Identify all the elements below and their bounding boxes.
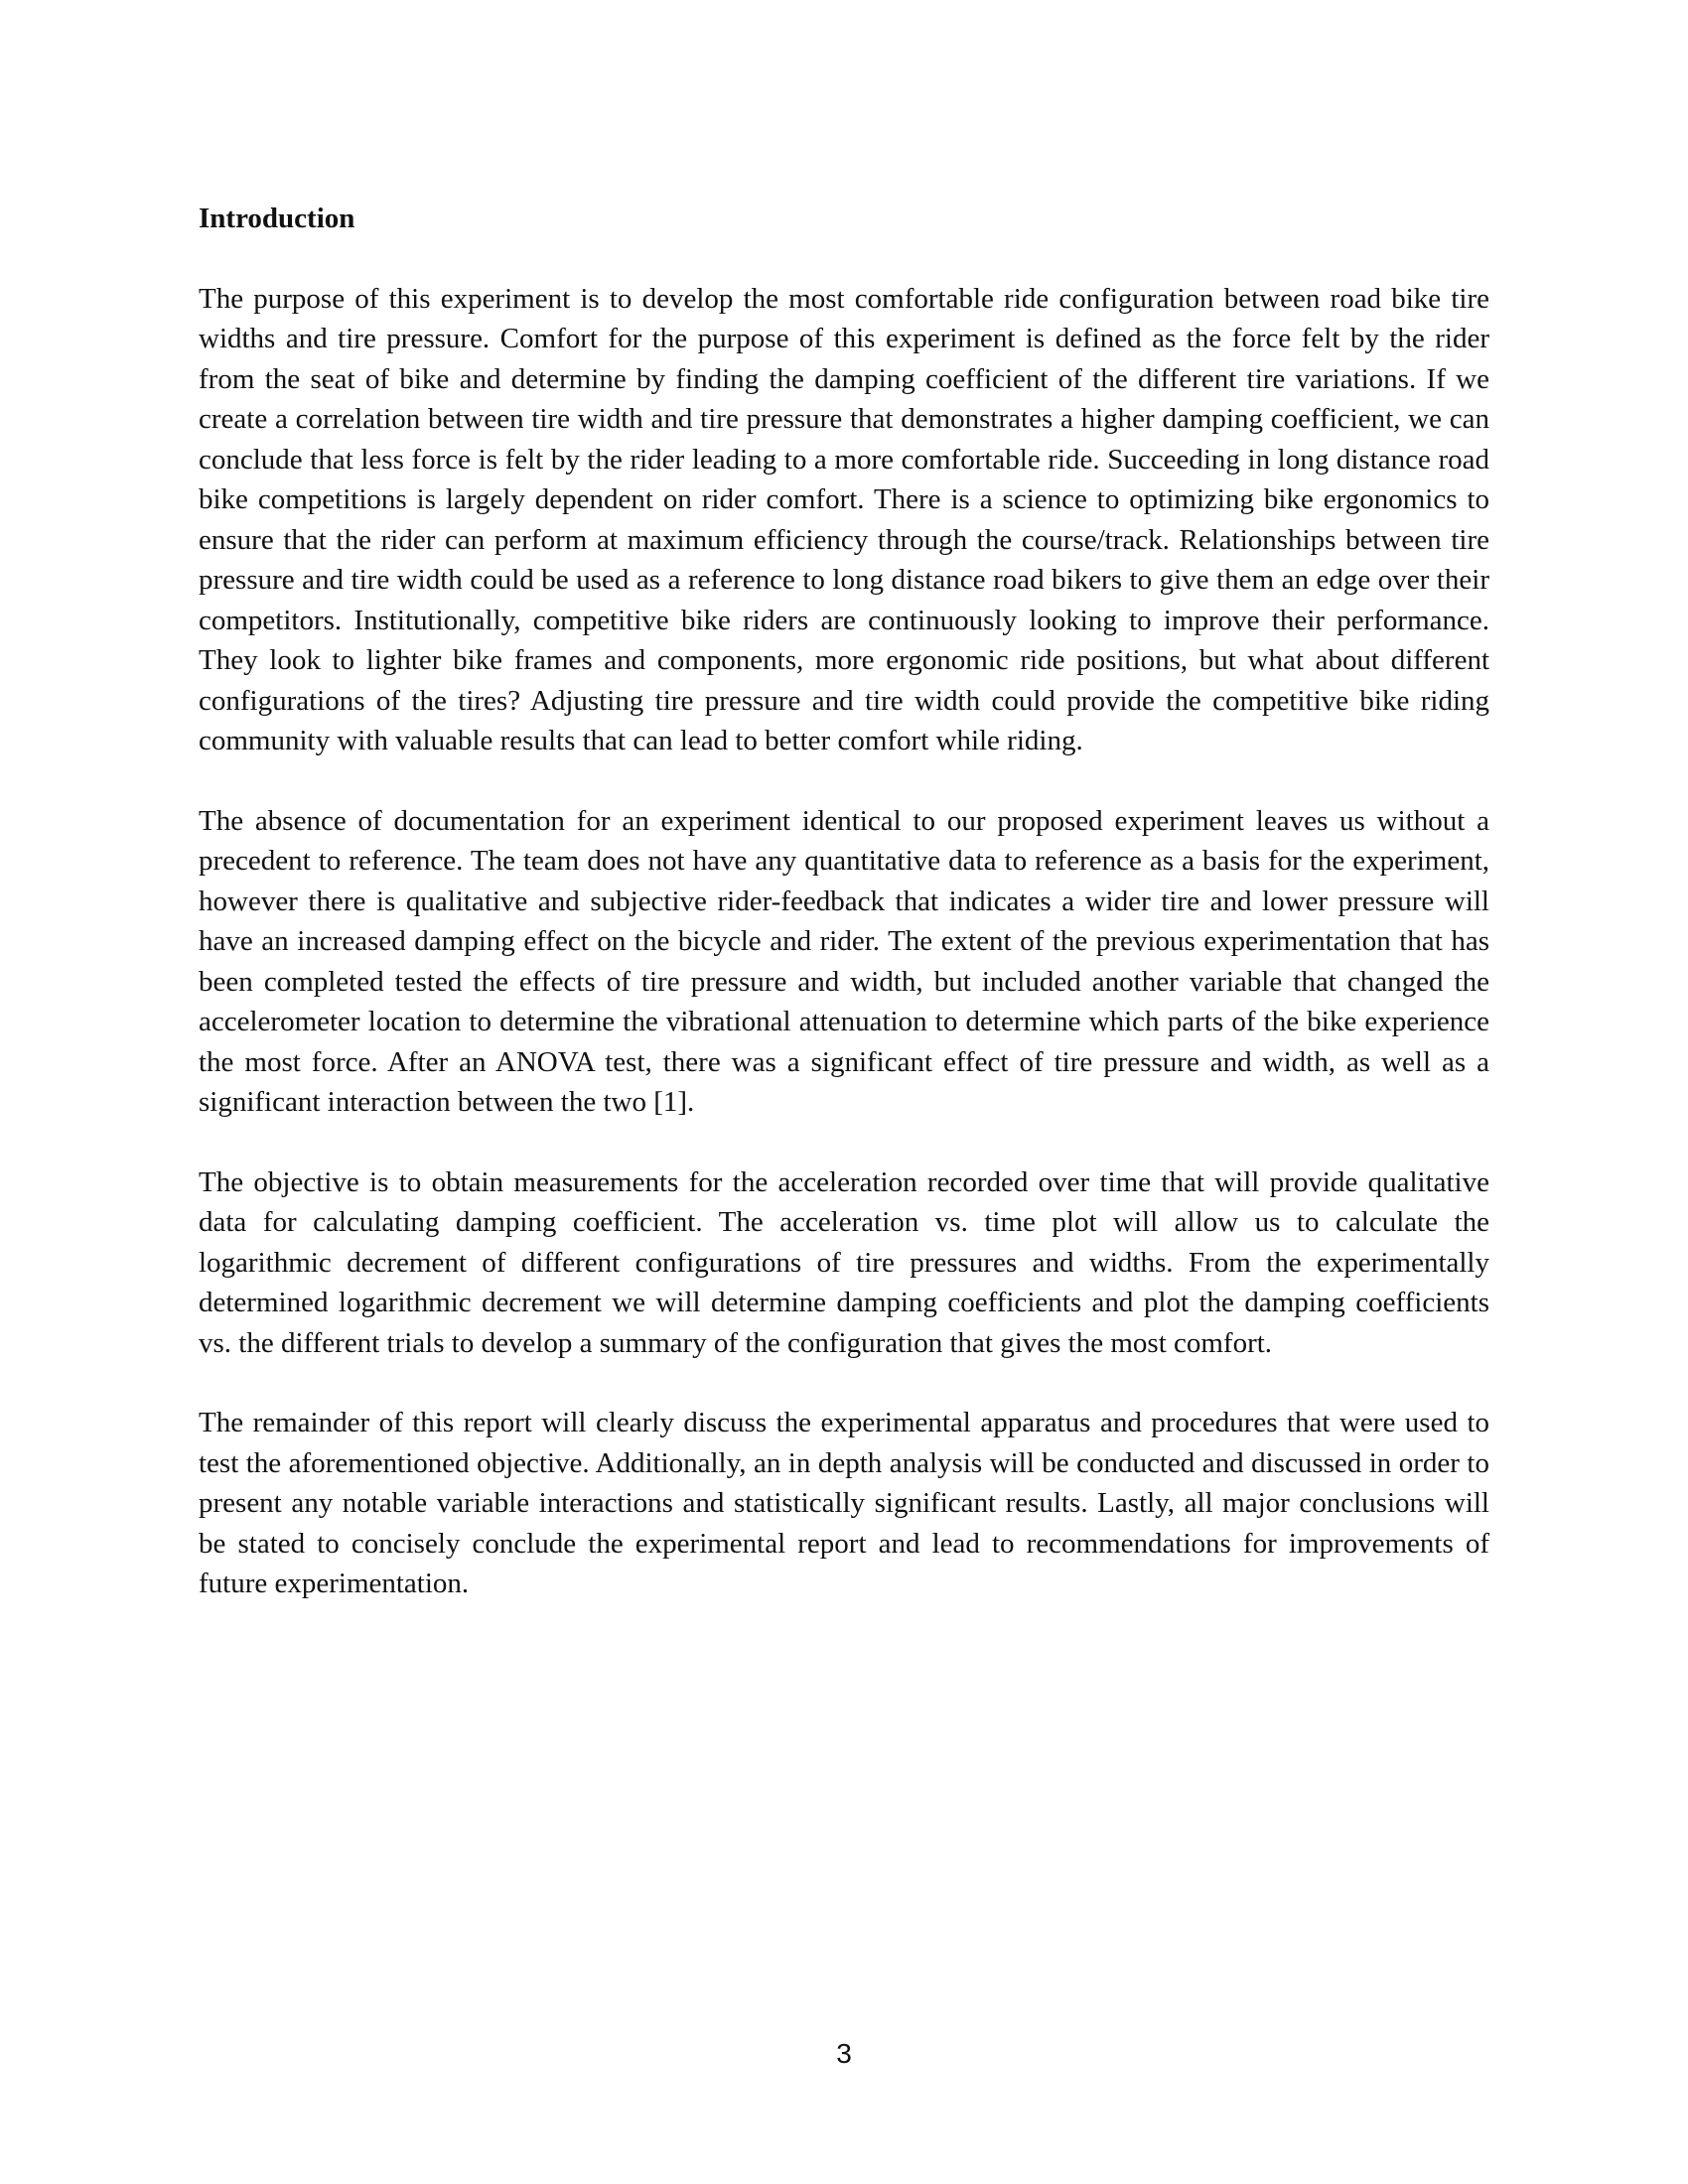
paragraph-purpose: The purpose of this experiment is to develop the most comfortable ride configuration between road bike tire widths and tire pressure. Comfort for the purpose of this experiment is defined as the force felt by the rider from the seat of bike and determine by finding the damping coefficient of the different tire variations. If we create a correlation between tire width and tire pressure that demonstrates a higher damping coefficient, we can conclude that less force is felt by the rider leading to a more comfortable ride. Succeeding in long distance road bike competitions is largely dependent on rider comfort. There is a science to optimizing bike ergonomics to ensure that the rider can perform at maximum efficiency through the course/track. Relationships between tire pressure and tire width could be used as a reference to long distance road bikers to give them an edge over their competitors. Institutionally, competitive bike riders are continuously looking to improve their performance. They look to lighter bike frames and components, more ergonomic ride positions, but what about different configurations of the tires? Adjusting tire pressure and tire width could provide the competitive bike riding community with valuable results that can lead to better comfort while riding. — [199, 282, 1489, 756]
paragraph-objective: The objective is to obtain measurements for the acceleration recorded over time that will provide qualitative data for calculating damping coefficient. The acceleration vs. time plot will allow us to calculate the logarithmic decrement of different configurations of tire pressures and widths. From the experimentally determined logarithmic decrement we will determine damping coefficients and plot the damping coefficients vs. the different trials to develop a summary of the configuration that gives the most comfort. — [199, 1165, 1489, 1359]
paragraph-prior-work: The absence of documentation for an experiment identical to our proposed experiment leaves us without a precedent to reference. The team does not have any quantitative data to reference as a basis for the experiment, however there is qualitative and subjective rider-feedback that indicates a wider tire and lower pressure will have an increased damping effect on the bicycle and rider. The extent of the previous experimentation that has been completed tested the effects of tire pressure and width, but included another variable that changed the accelerometer location to determine the vibrational attenuation to determine which parts of the bike experience the most force. After an ANOVA test, there was a significant effect of tire pressure and width, as well as a significant interaction between the two [1]. — [199, 804, 1489, 1118]
section-heading: Introduction — [199, 203, 355, 234]
paragraph-report-outline: The remainder of this report will clearly discuss the experimental apparatus and procedures that were used to test the aforementioned objective. Additionally, an in depth analysis will be conducted and discussed in order to present any notable variable interactions and statistically significant results. Lastly, all major conclusions will be stated to concisely conclude the experimental report and lead to recommendations for improvements of future experimentation. — [199, 1407, 1489, 1599]
page-number: 3 — [836, 2038, 852, 2069]
page-content — [199, 199, 1489, 1644]
